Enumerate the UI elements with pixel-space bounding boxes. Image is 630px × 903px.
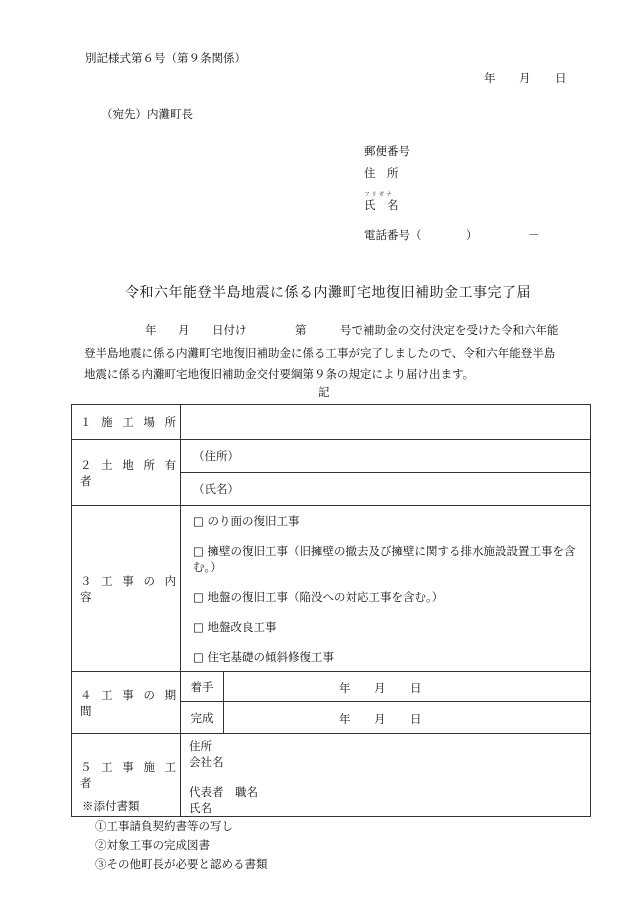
option-ground-improvement[interactable]: □ 地盤改良工事 — [193, 620, 277, 634]
date-month: 月 — [519, 71, 531, 85]
landowner-name-label: （氏名） — [193, 482, 239, 496]
ki-label: 記 — [318, 385, 330, 399]
date-year: 年 — [484, 71, 496, 85]
option-retaining-wall[interactable]: □ 擁壁の復旧工事（旧擁壁の撤去及び擁壁に関する排水施設設置工事を含む。） — [193, 544, 576, 574]
phone-label: 電話番号（ — [364, 228, 422, 242]
contractor-name-label: 氏名 — [189, 801, 212, 815]
construction-site-field[interactable] — [181, 405, 591, 440]
option-foundation-tilt[interactable]: □ 住宅基礎の傾斜修復工事 — [193, 650, 335, 664]
start-year: 年 — [339, 681, 351, 695]
body-year: 年 — [145, 323, 157, 337]
landowner-address-label: （住所） — [193, 449, 239, 463]
complete-day: 日 — [410, 712, 422, 726]
landowner-address-field[interactable] — [181, 440, 591, 473]
date-day: 日 — [555, 71, 567, 85]
form-number: 別記様式第６号（第９条関係） — [85, 51, 246, 65]
option-slope-restoration[interactable]: □ のり面の復旧工事 — [193, 514, 300, 528]
landowner-label: ２ 土 地 所 有 者 — [72, 440, 181, 506]
attachment-item: ③その他町長が必要と認める書類 — [95, 857, 268, 871]
contractor-field[interactable] — [181, 734, 591, 817]
body-line3: 地震に係る内灘町宅地復旧補助金交付要綱第９条の規定により届け出ます。 — [84, 367, 475, 381]
complete-label: 完成 — [181, 702, 224, 734]
contractor-company-label: 会社名 — [189, 755, 224, 769]
name-label: 氏 名 — [364, 198, 399, 212]
complete-date-field[interactable] — [224, 702, 591, 734]
body-line1-rest: 号で補助金の交付決定を受けた令和六年能 — [340, 323, 559, 337]
attachments-heading: ※添付書類 — [82, 799, 140, 813]
postal-code-label: 郵便番号 — [364, 144, 410, 158]
complete-month: 月 — [374, 712, 386, 726]
option-ground-restoration[interactable]: □ 地盤の復旧工事（陥没への対応工事を含む。） — [193, 590, 444, 604]
document-title: 令和六年能登半島地震に係る内灘町宅地復旧補助金工事完了届 — [125, 285, 531, 301]
contractor-rep-label: 代表者 職名 — [189, 785, 258, 799]
contractor-label: ５ 工 事 施 工 者 — [72, 734, 181, 817]
landowner-name-field[interactable] — [181, 473, 591, 506]
attachment-item: ①工事請負契約書等の写し — [95, 819, 233, 833]
address-label: 住 所 — [364, 166, 399, 180]
start-label: 着手 — [181, 672, 224, 702]
body-month: 月 — [178, 323, 190, 337]
construction-site-label: １ 施 工 場 所 — [72, 405, 181, 440]
body-day-dated: 日付け — [212, 323, 247, 337]
attachment-item: ②対象工事の完成図書 — [95, 838, 210, 852]
addressee: （宛先）内灘町長 — [101, 107, 193, 121]
start-date-field[interactable] — [224, 672, 591, 702]
phone-dash: － — [528, 228, 540, 242]
complete-year: 年 — [339, 712, 351, 726]
contractor-address-label: 住所 — [189, 739, 212, 753]
work-content-label: ３ 工 事 の 内 容 — [72, 506, 181, 672]
start-day: 日 — [410, 681, 422, 695]
phone-close: ） — [466, 228, 478, 242]
completion-form-table — [71, 404, 591, 817]
furigana-label: フリガナ — [364, 192, 394, 198]
body-line2: 登半島地震に係る内灘町宅地復旧補助金に係る工事が完了しましたので、令和六年能登半島 — [84, 346, 556, 360]
start-month: 月 — [374, 681, 386, 695]
body-number-prefix: 第 — [295, 323, 307, 337]
work-period-label: ４ 工 事 の 期 間 — [72, 672, 181, 734]
work-content-options — [181, 506, 591, 672]
